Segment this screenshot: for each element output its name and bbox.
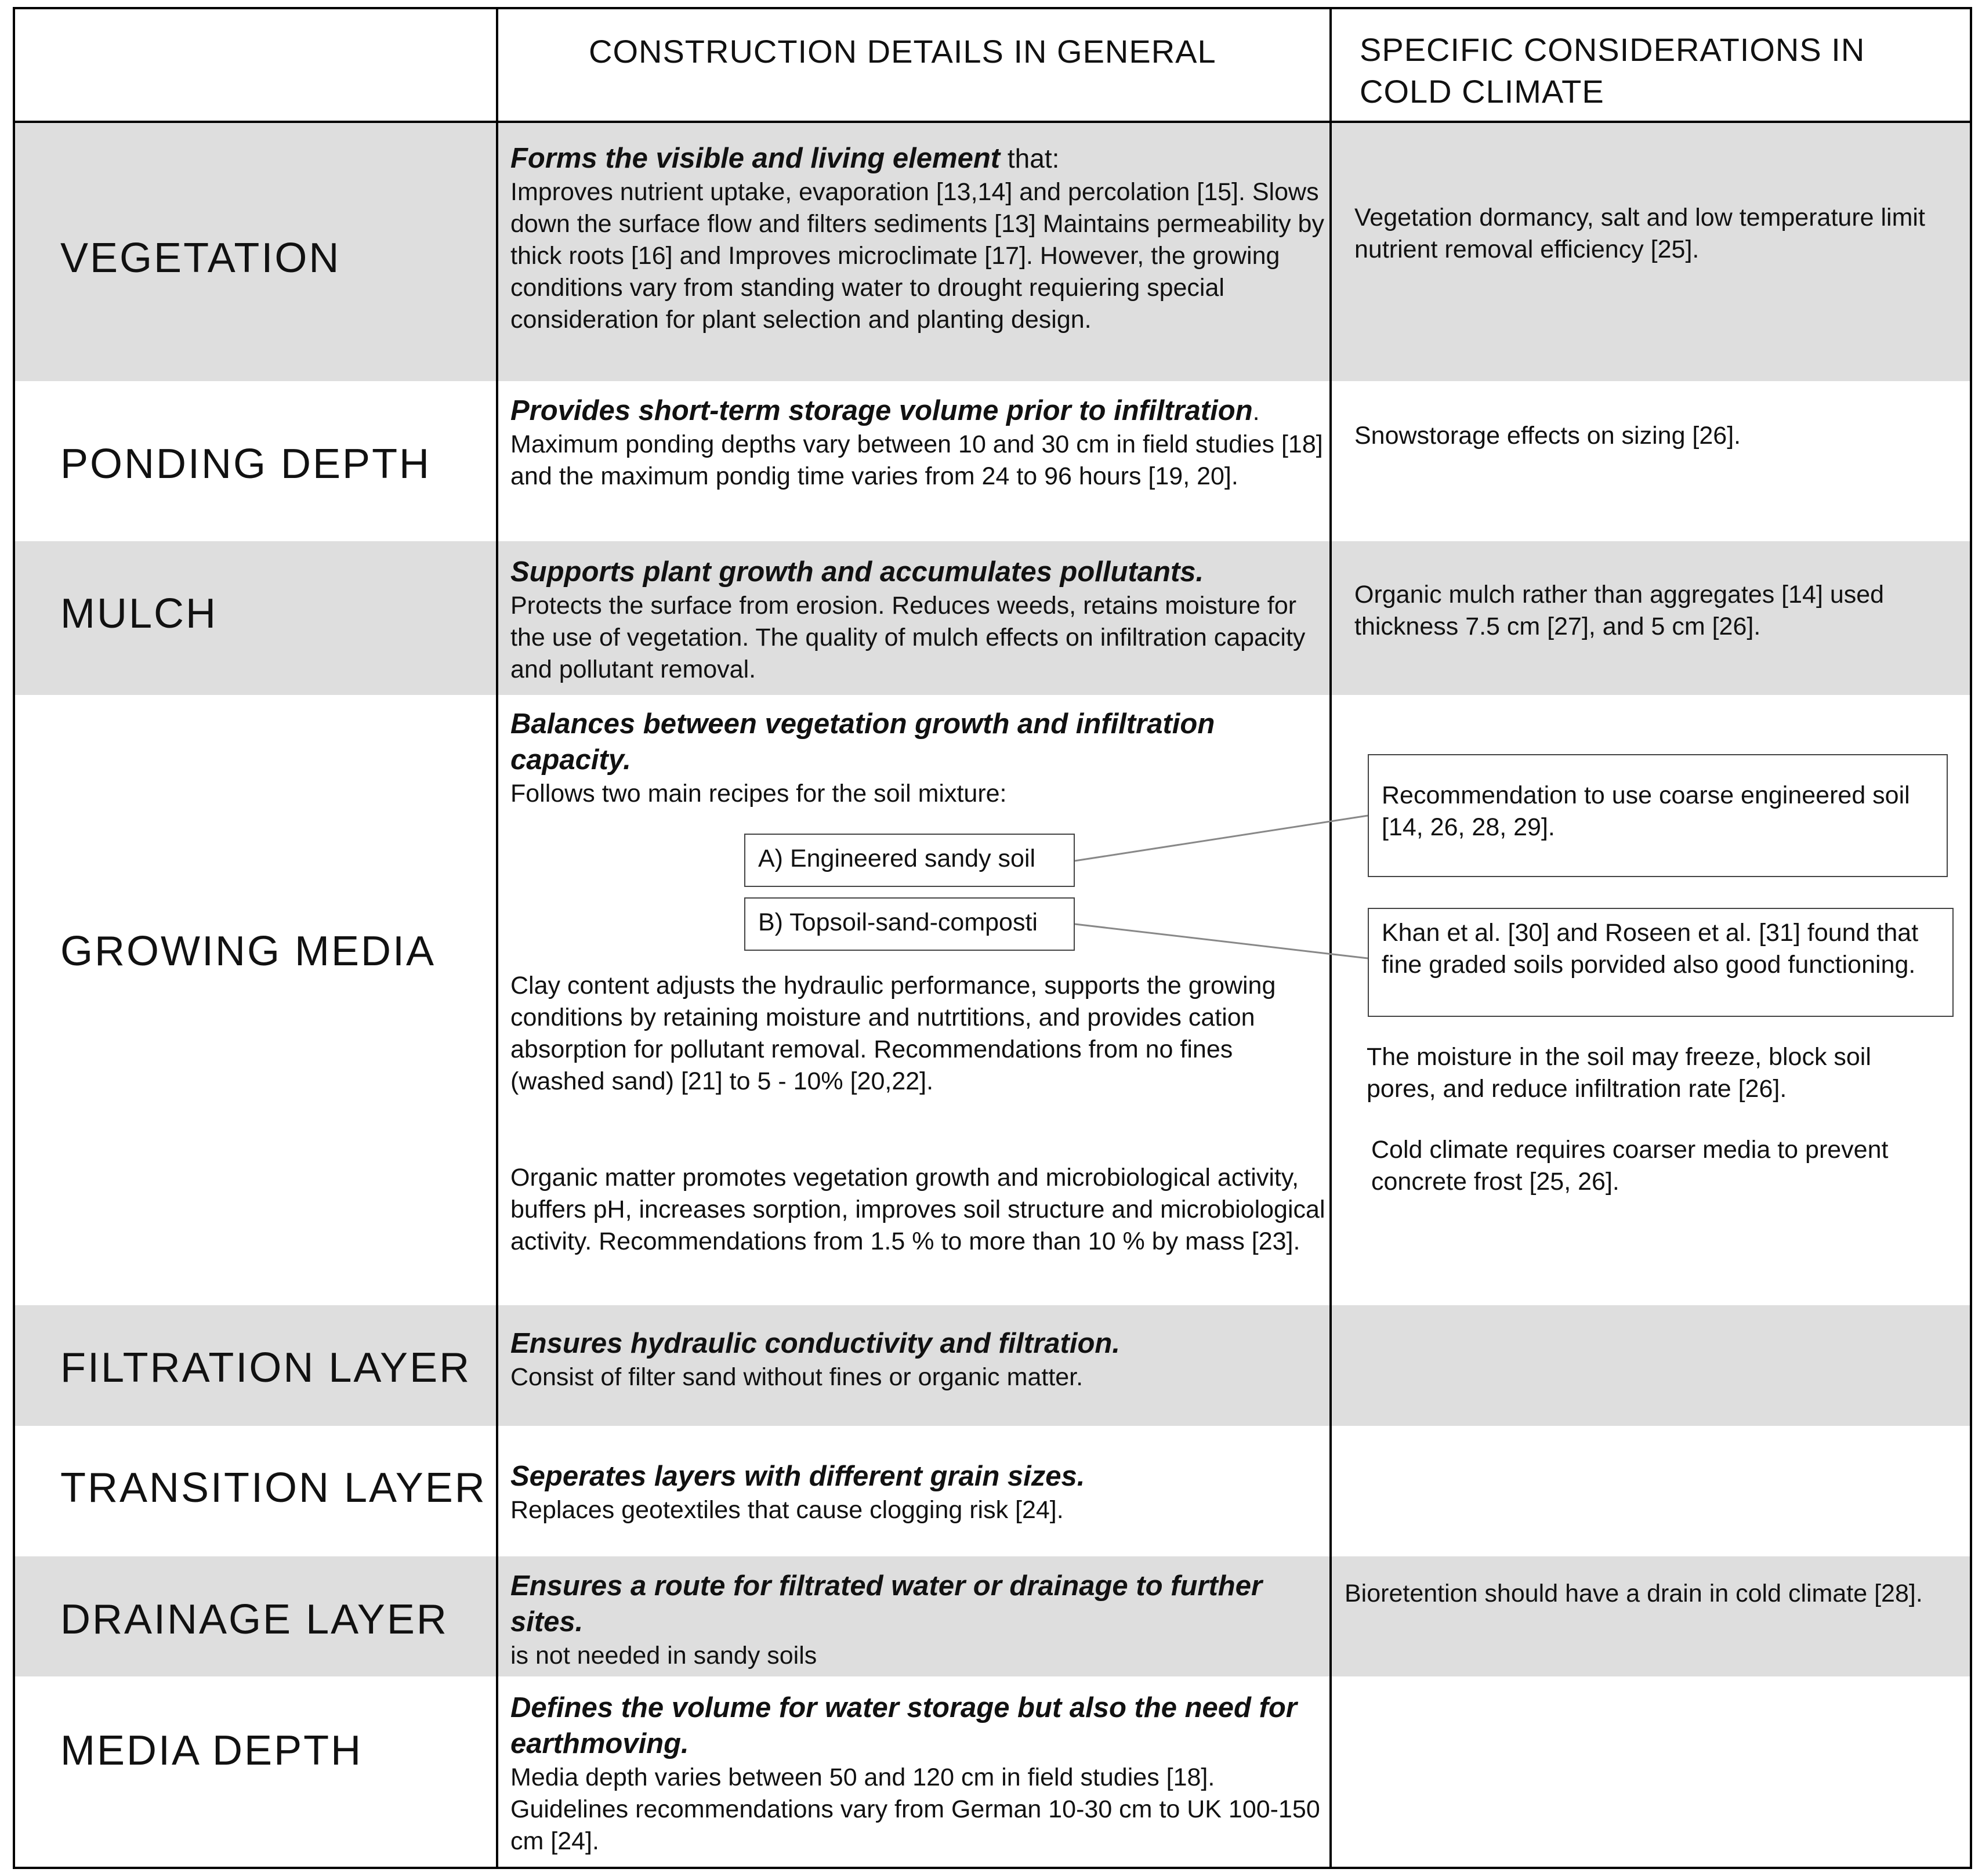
desc-drainage-layer <box>510 1568 1328 1672</box>
body-drainage-layer: is not needed in sandy soils <box>510 1642 817 1669</box>
connector-recipe-b <box>1075 924 1368 958</box>
body-ponding-depth: . Maximum ponding depths vary between 10 and 30 cm in field studies [18] and the maximum pondig time varies from 24 to 96 hours [19, 20]. <box>510 398 1323 490</box>
cold-ponding-depth: Snowstorage effects on sizing [26]. <box>1354 422 1741 450</box>
recipe-a-box: A) Engineered sandy soil <box>744 834 1075 887</box>
recipe-b-box: B) Topsoil-sand-composti <box>744 897 1075 951</box>
lead-growing-media: Balances between vegetation growth and infiltration capacity. <box>510 708 1215 776</box>
desc-media-depth <box>510 1690 1322 1857</box>
lead-media-depth: Defines the volume for water storage but also the need for earthmoving. <box>510 1692 1297 1759</box>
clay-text: Clay content adjusts the hydraulic performance, supports the growing conditions by retaining moisture and nutrtitions, and provides cation absorption for pollutant removal. Recommendations from no fines (washed sand) [21] to 5 - 10% [20,22]. <box>510 972 1276 1095</box>
organic-text: Organic matter promotes vegetation growth and microbiological activity, buffers pH, increases sorption, improves soil structure and microbiological activity. Recommendations from 1.5 % to more than 10 % by mass [23]. <box>510 1164 1325 1255</box>
cold-box-coarse-soil: Recommendation to use coarse engineered soil [14, 26, 28, 29]. <box>1368 754 1948 877</box>
header-cold-climate-line-2: COLD CLIMATE <box>1360 73 1604 110</box>
cold-drainage-layer: Bioretention should have a drain in cold climate [28]. <box>1345 1580 1923 1607</box>
lead-mulch: Supports plant growth and accumulates pollutants. <box>510 556 1204 588</box>
row-label-mulch: MULCH <box>60 591 218 637</box>
cold-coarser-media: Cold climate requires coarser media to prevent concrete frost [25, 26]. <box>1371 1136 1889 1196</box>
body-filtration-layer: Consist of filter sand without fines or organic matter. <box>510 1363 1084 1391</box>
row-label-ponding-depth: PONDING DEPTH <box>60 441 432 487</box>
lead-filtration-layer: Ensures hydraulic conductivity and filtration. <box>510 1328 1120 1359</box>
lead-drainage-layer: Ensures a route for filtrated water or drainage to further sites. <box>510 1570 1263 1638</box>
body-media-depth: Media depth varies between 50 and 120 cm in field studies [18]. Guidelines recommendations vary from German 10-30 cm to UK 100-150 cm [24]. <box>510 1763 1320 1855</box>
desc-filtration-layer <box>510 1325 1328 1393</box>
row-label-growing-media: GROWING MEDIA <box>60 928 436 975</box>
lead-ponding-depth: Provides short-term storage volume prior to infiltration <box>510 395 1253 426</box>
cold-mulch: Organic mulch rather than aggregates [14] used thickness 7.5 cm [27], and 5 cm [26]. <box>1354 581 1885 640</box>
row-label-media-depth: MEDIA DEPTH <box>60 1727 363 1774</box>
row-label-drainage-layer: DRAINAGE LAYER <box>60 1596 448 1643</box>
header-construction-details: CONSTRUCTION DETAILS IN GENERAL <box>589 33 1216 70</box>
cold-vegetation: Vegetation dormancy, salt and low temperature limit nutrient removal efficiency [25]. <box>1354 204 1925 263</box>
lead-transition-layer: Seperates layers with different grain sizes. <box>510 1461 1085 1492</box>
lead-vegetation: Forms the visible and living element <box>510 143 1001 174</box>
row-label-transition-layer: TRANSITION LAYER <box>60 1465 487 1511</box>
desc-transition-layer <box>510 1458 1328 1526</box>
lead-tail-vegetation: that: <box>1000 143 1060 173</box>
body-mulch: Protects the surface from erosion. Reduces weeds, retains moisture for the use of vegetation. The quality of mulch effects on infiltration capacity and pollutant removal. <box>510 592 1306 683</box>
connector-recipe-a <box>1075 816 1368 861</box>
cold-box-fine-soils: Khan et al. [30] and Roseen et al. [31] found that fine graded soils porvided also good functioning. <box>1368 908 1954 1017</box>
cold-moisture-freeze: The moisture in the soil may freeze, block soil pores, and reduce infiltration rate [26]. <box>1367 1043 1871 1103</box>
body-vegetation: Improves nutrient uptake, evaporation [13,14] and percolation [15]. Slows down the surface flow and filters sediments [13] Maintains permeability by thick roots [16] and Improves microclimate [17]. However, the growing conditions vary from standing water to drought requiering special consideration for plant selection and planting design. <box>510 178 1324 334</box>
row-label-filtration-layer: FILTRATION LAYER <box>60 1345 472 1391</box>
header-cold-climate-line-1: SPECIFIC CONSIDERATIONS IN <box>1360 31 1865 68</box>
row-label-vegetation: VEGETATION <box>60 235 341 281</box>
intro-growing-media: Follows two main recipes for the soil mixture: <box>510 780 1007 807</box>
body-transition-layer: Replaces geotextiles that cause clogging risk [24]. <box>510 1496 1064 1524</box>
